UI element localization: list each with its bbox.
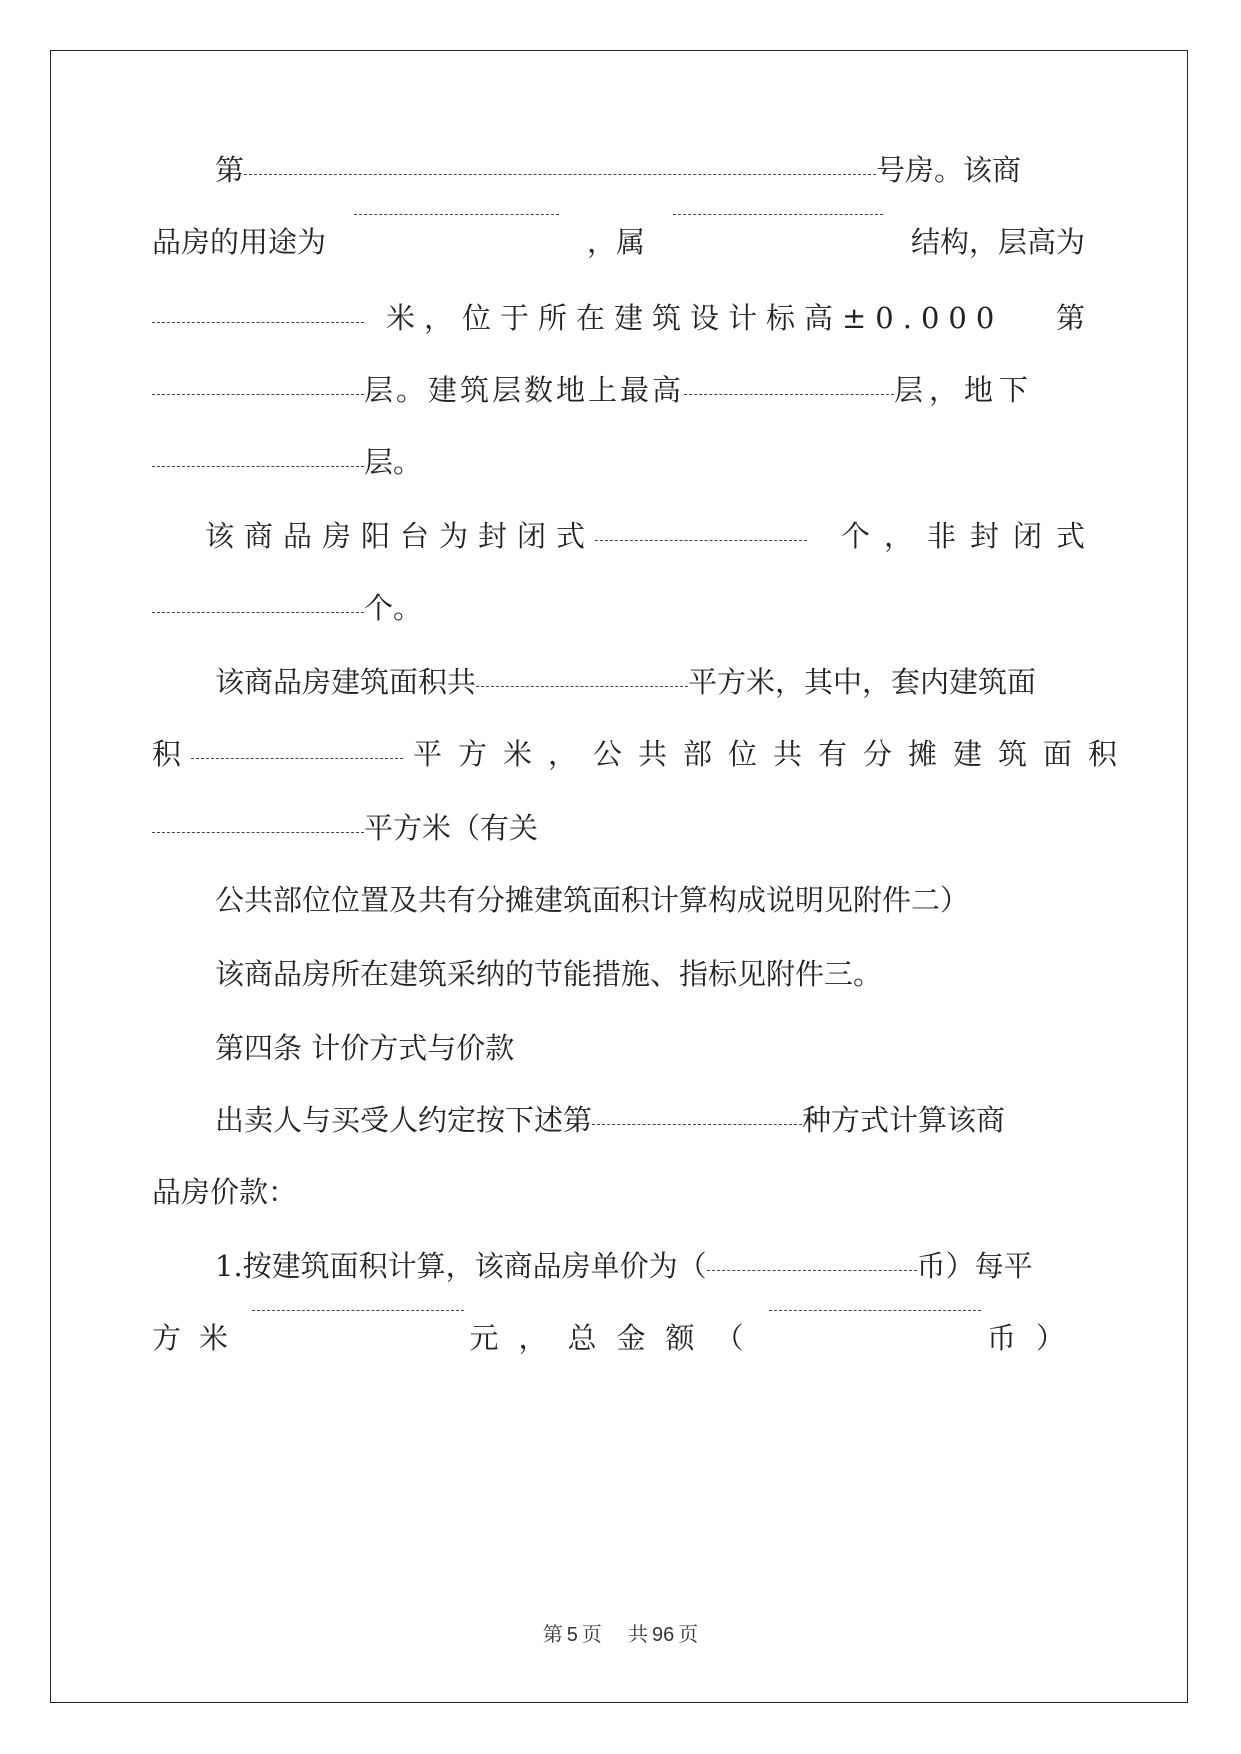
fill-blank[interactable]: [354, 220, 559, 264]
page-unit: 页: [581, 1624, 602, 1646]
text-segment: 1.按建筑面积计算，该商品房单价为（: [215, 1249, 707, 1283]
total-label: 共: [628, 1624, 649, 1646]
total-unit: 页: [678, 1624, 699, 1646]
text-segment: 品房的用途为: [152, 225, 327, 259]
text-segment: 层。: [364, 445, 423, 479]
text-segment: 该商品房阳台为封闭式: [205, 519, 596, 553]
text-line: [152, 220, 1085, 264]
total-pages: 96: [652, 1624, 675, 1646]
text-segment: 第: [1055, 301, 1085, 335]
text-segment: 号房。该商: [876, 153, 1022, 187]
text-segment: 元，总金额（: [469, 1321, 764, 1355]
text-line: [215, 660, 1085, 704]
text-segment: 方米: [152, 1321, 247, 1355]
fill-blank[interactable]: [252, 1316, 464, 1360]
fill-blank[interactable]: [673, 220, 883, 264]
text-line: [205, 514, 1099, 558]
text-segment: 积: [152, 737, 182, 771]
text-segment: 品房价款：: [152, 1175, 298, 1209]
text-segment: 种方式计算该商: [802, 1103, 1006, 1137]
text-line: [152, 296, 1085, 340]
text-line: [215, 1098, 1085, 1142]
text-segment: 第四条 计价方式与价款: [215, 1031, 515, 1065]
text-line: [152, 440, 1085, 484]
text-line: [152, 368, 1085, 412]
text-line: [215, 952, 1085, 996]
text-line: [215, 878, 1085, 922]
text-segment: 结构，层高为: [910, 225, 1085, 259]
text-segment: ，属: [586, 225, 645, 259]
text-line: [215, 148, 1085, 192]
text-segment: 层，地下: [894, 373, 1035, 407]
text-line: [215, 1244, 1085, 1288]
text-line: [152, 1170, 1085, 1214]
text-segment: 币）每平: [916, 1249, 1033, 1283]
text-segment: 平方米（有关: [364, 811, 539, 845]
text-segment: 平方米，其中，套内建筑面: [688, 665, 1037, 699]
section-heading: [215, 1026, 1085, 1070]
text-segment: 米，位于所在建筑设计标高±0.000: [386, 301, 1004, 335]
text-segment: 该商品房所在建筑采纳的节能措施、指标见附件三。: [215, 957, 883, 991]
text-segment: 币）: [986, 1321, 1085, 1355]
text-segment: 层。建筑层数地上最高: [364, 373, 685, 407]
text-segment: 公共部位位置及共有分摊建筑面积计算构成说明见附件二）: [215, 883, 970, 917]
text-segment: 平方米，公共部位共有分摊建筑面积: [413, 737, 1134, 771]
text-line: [152, 806, 1085, 850]
text-segment: 个。: [364, 591, 423, 625]
text-segment: 出卖人与买受人约定按下述第: [215, 1103, 593, 1137]
text-line: [152, 732, 1134, 776]
text-line: [152, 586, 1085, 630]
text-segment: 该商品房建筑面积共: [215, 665, 477, 699]
page-footer: [0, 1618, 1241, 1647]
text-line: [152, 1316, 1085, 1360]
page-number: 5: [566, 1624, 578, 1646]
text-segment: 个，非封闭式: [840, 519, 1099, 553]
page-label: 第: [542, 1624, 563, 1646]
fill-blank[interactable]: [769, 1316, 981, 1360]
text-segment: 第: [215, 153, 245, 187]
